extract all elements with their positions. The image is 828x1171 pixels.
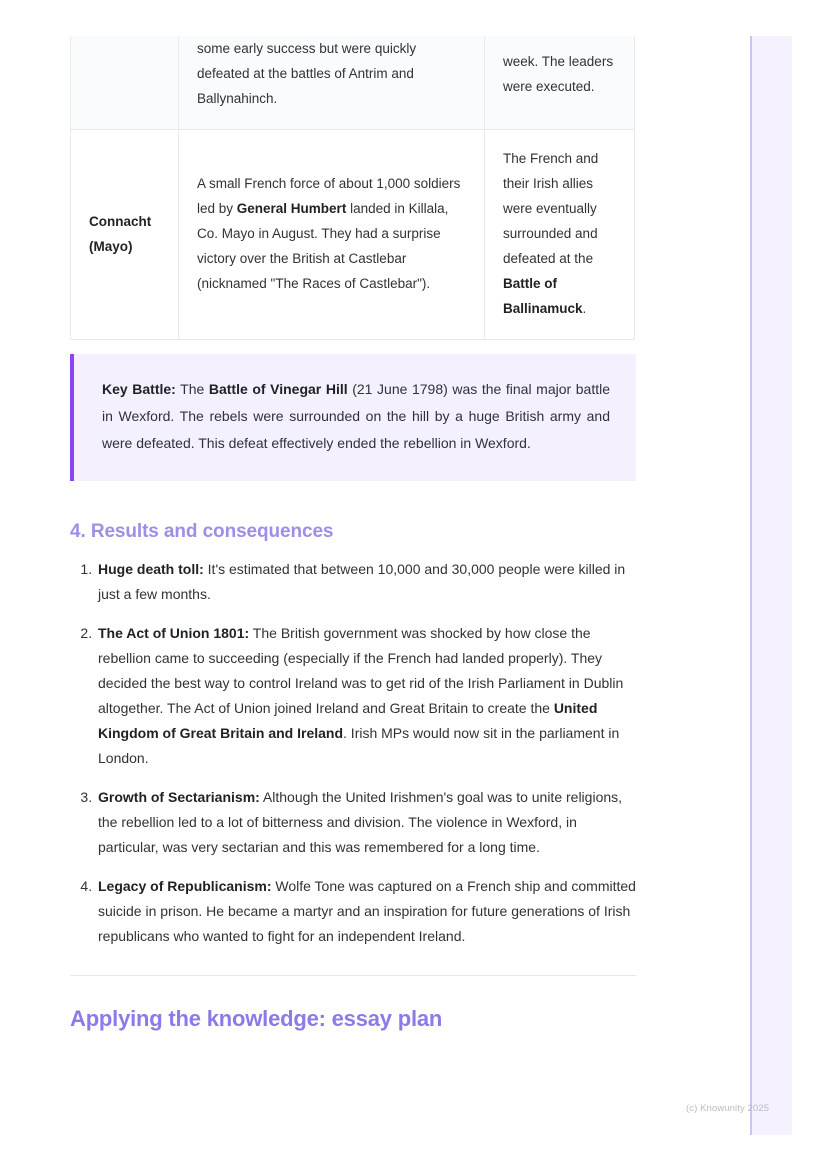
section-heading-essay-plan: Applying the knowledge: essay plan — [70, 1006, 443, 1031]
list-item — [96, 785, 636, 860]
list-item-text-part2: . Irish MPs would now sit in the parliament in London. — [98, 725, 620, 766]
list-item — [96, 557, 636, 607]
right-side-decorative-panel — [750, 36, 792, 1135]
list-item-term: Legacy of Republicanism: — [98, 878, 272, 894]
table-cell-outcome: week. The leaders were executed. — [485, 36, 635, 130]
list-item-term: The Act of Union 1801: — [98, 625, 250, 641]
list-item-bold-united-kingdom: United Kingdom of Great Britain and Ireland — [98, 700, 598, 741]
results-list — [70, 557, 636, 949]
events-text-part2: landed in Killala, Co. Mayo in August. They had a surprise victory over the British at Castlebar (nicknamed "The Races of Castlebar"). — [197, 201, 449, 291]
table-cell-region — [71, 36, 179, 130]
events-bold-general-humbert: General Humbert — [236, 201, 347, 216]
callout-bold-battle-of-vinegar-hill: Battle of Vinegar Hill — [208, 381, 348, 397]
table-cell-outcome — [485, 130, 635, 340]
callout-label: Key Battle: — [102, 381, 176, 397]
list-item — [96, 621, 636, 771]
table-row — [71, 36, 635, 130]
table-cell-region — [71, 130, 179, 340]
list-item-text: Wolfe Tone was captured on a French ship and committed suicide in prison. He became a martyr and an inspiration for future generations of Irish republicans who wanted to fight for an independent Ireland. — [98, 878, 636, 944]
document-content — [70, 0, 636, 1032]
callout-text-part1: The — [175, 381, 209, 397]
events-text-part1: A small French force of about 1,000 soldiers led by — [197, 176, 461, 216]
list-item-term: Huge death toll: — [98, 561, 204, 577]
outcome-text-part1: The French and their Irish allies were eventually surrounded and defeated at the — [503, 151, 599, 266]
list-item-text: It's estimated that between 10,000 and 30,000 people were killed in just a few months. — [98, 561, 626, 602]
list-item-text-part1: The British government was shocked by how close the rebellion came to succeeding (especially if the French had landed properly). They decided the best way to control Ireland was to get rid of the Irish Parliament in Dublin altogether. The Act of Union joined Ireland and Great Britain to create the — [98, 625, 624, 716]
section-divider — [70, 975, 636, 976]
outcome-text-part2: . — [582, 301, 587, 316]
footer-credit: (c) Knowunity 2025 — [686, 1103, 770, 1114]
callout-text-part2: (21 June 1798) was the final major battle in Wexford. The rebels were surrounded on the hill by a huge British army and were defeated. This defeat effectively ended the rebellion in Wexford. — [102, 381, 610, 451]
region-name-line2: (Mayo) — [89, 238, 133, 254]
key-battle-callout — [70, 354, 636, 481]
list-item-text: Although the United Irishmen's goal was to unite religions, the rebellion led to a lot of bitterness and division. The violence in Wexford, in particular, was very sectarian and this was remembered for a long time. — [98, 789, 623, 855]
table-row — [71, 130, 635, 340]
regions-table — [70, 36, 635, 340]
region-name-line1: Connacht — [89, 213, 152, 229]
outcome-bold-battle-of-ballinamuck: Battle of Ballinamuck — [503, 276, 583, 316]
section-heading-results: 4. Results and consequences — [70, 521, 334, 542]
list-item-term: Growth of Sectarianism: — [98, 789, 260, 805]
table-cell-events: some early success but were quickly defeated at the battles of Antrim and Ballynahinch. — [179, 36, 485, 130]
table-cell-events — [179, 130, 485, 340]
list-item — [96, 874, 636, 949]
